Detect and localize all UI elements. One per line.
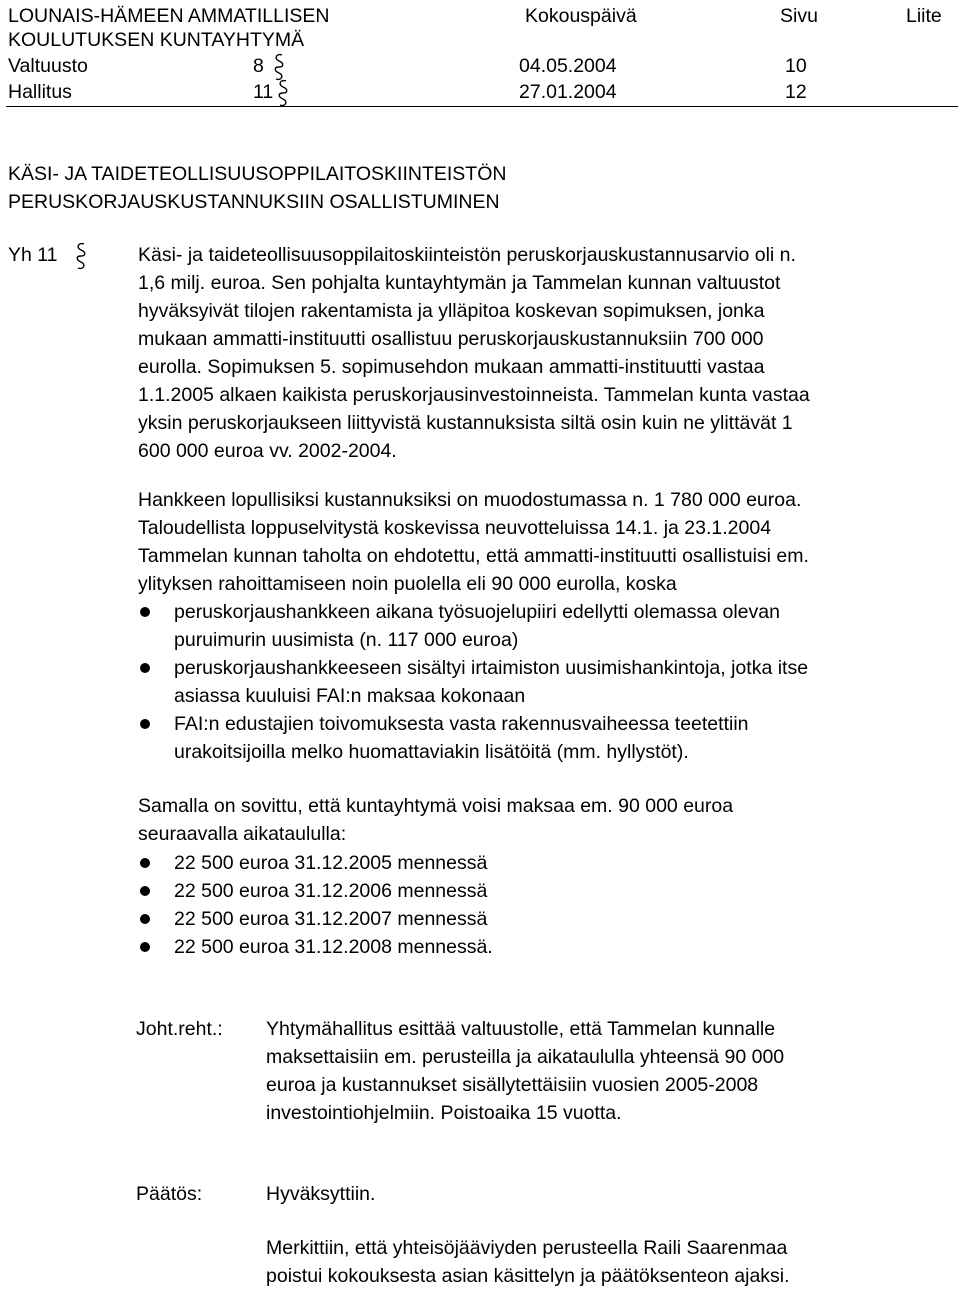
section-title-line2: PERUSKORJAUSKUSTANNUKSIIN OSALLISTUMINEN — [8, 191, 500, 213]
text-line: asiassa kuuluisi FAI:n maksaa kokonaan — [174, 685, 526, 707]
list-item — [138, 710, 956, 766]
item-label: Yh 11 — [8, 244, 58, 266]
decision-label: Päätös: — [136, 1183, 203, 1205]
proposal-label: Joht.reht.: — [136, 1018, 223, 1040]
text-line: puruimurin uusimista (n. 117 000 euroa) — [174, 629, 519, 651]
header-row-page: 10 — [785, 55, 807, 77]
section-sign-icon — [74, 241, 88, 271]
list-item — [138, 598, 956, 654]
header-row-section: 8 — [253, 55, 264, 77]
text-line: eurolla. Sopimuksen 5. sopimusehdon mukaan ammatti-instituutti vastaa — [138, 356, 765, 378]
header-row-section: 11 — [253, 81, 274, 103]
bullet-list — [138, 598, 956, 766]
text-line: 22 500 euroa 31.12.2007 mennessä — [174, 908, 488, 930]
text-line: FAI:n edustajien toivomuksesta vasta rakennusvaiheessa teetettiin — [174, 713, 749, 735]
text-line: 22 500 euroa 31.12.2006 mennessä — [174, 880, 488, 902]
text-line: mukaan ammatti-instituutti osallistuu peruskorjauskustannuksiin 700 000 — [138, 328, 764, 350]
payment-schedule-list — [138, 849, 956, 961]
org-name-line1: LOUNAIS-HÄMEEN AMMATILLISEN — [8, 5, 330, 27]
text-line: investointiohjelmiin. Poistoaika 15 vuotta. — [266, 1102, 622, 1124]
text-line: 600 000 euroa vv. 2002-2004. — [138, 440, 397, 462]
text-line: Tammelan kunnan taholta on ehdotettu, että ammatti-instituutti osallistuisi em. — [138, 545, 809, 567]
item-body — [138, 241, 956, 465]
text-line: poistui kokouksesta asian käsittelyn ja päätöksenteon ajaksi. — [266, 1265, 790, 1287]
list-item — [138, 849, 956, 877]
bullet-icon — [140, 942, 150, 952]
text-line: Samalla on sovittu, että kuntayhtymä voisi maksaa em. 90 000 euroa — [138, 795, 734, 817]
text-line: Käsi- ja taideteollisuusoppilaitoskiinteistön peruskorjauskustannusarvio oli n. — [138, 244, 796, 266]
text-line: yksin peruskorjaukseen liittyvistä kustannuksista siltä osin kuin ne ylittävät 1 — [138, 412, 793, 434]
text-line: 1,6 milj. euroa. Sen pohjalta kuntayhtymän ja Tammelan kunnan valtuustot — [138, 272, 781, 294]
bullet-icon — [140, 607, 150, 617]
paragraph — [138, 241, 956, 465]
decision-note — [266, 1234, 790, 1290]
bullet-icon — [140, 663, 150, 673]
bullet-icon — [140, 886, 150, 896]
text-line: Yhtymähallitus esittää valtuustolle, että Tammelan kunnalle — [266, 1018, 776, 1040]
item-body-schedule — [138, 792, 956, 961]
text-line: Taloudellista loppuselvitystä koskevissa neuvotteluissa 14.1. ja 23.1.2004 — [138, 517, 772, 539]
text-line: seuraavalla aikataululla: — [138, 823, 347, 845]
header-row-date: 04.05.2004 — [519, 55, 617, 77]
text-line: ylityksen rahoittamiseen noin puolella eli 90 000 eurolla, koska — [138, 573, 677, 595]
text-line: hyväksyivät tilojen rakentamista ja ylläpitoa koskevan sopimuksen, jonka — [138, 300, 765, 322]
list-item — [138, 905, 956, 933]
proposal-text — [266, 1015, 784, 1127]
header-col-attachment: Liite — [906, 5, 942, 27]
text-line: 22 500 euroa 31.12.2008 mennessä. — [174, 936, 493, 958]
header-row-body: Valtuusto — [8, 55, 88, 77]
text-line: euroa ja kustannukset sisällytettäisiin vuosien 2005-2008 — [266, 1074, 759, 1096]
text-line: urakoitsijoilla melko huomattaviakin lisätöitä (mm. hyllystöt). — [174, 741, 689, 763]
bullet-icon — [140, 914, 150, 924]
header-row-body: Hallitus — [8, 81, 72, 103]
header-row-date: 27.01.2004 — [519, 81, 617, 103]
section-sign-icon — [276, 78, 290, 108]
header-row-page: 12 — [785, 81, 807, 103]
paragraph — [138, 486, 956, 598]
section-title-line1: KÄSI- JA TAIDETEOLLISUUSOPPILAITOSKIINTEISTÖN — [8, 163, 507, 185]
bullet-icon — [140, 719, 150, 729]
text-line: peruskorjaushankkeen aikana työsuojelupiiri edellytti olemassa olevan — [174, 601, 780, 623]
list-item — [138, 654, 956, 710]
text-line: peruskorjaushankkeeseen sisältyi irtaimiston uusimishankintoja, jotka itse — [174, 657, 809, 679]
header-col-date: Kokouspäivä — [525, 5, 637, 27]
paragraph — [138, 792, 956, 848]
text-line: Hankkeen lopullisiksi kustannuksiksi on muodostumassa n. 1 780 000 euroa. — [138, 489, 802, 511]
text-line: Merkittiin, että yhteisöjääviyden perusteella Raili Saarenmaa — [266, 1237, 788, 1259]
text-line: 1.1.2005 alkaen kaikista peruskorjausinvestoinneista. Tammelan kunta vastaa — [138, 384, 810, 406]
decision-text: Hyväksyttiin. — [266, 1183, 376, 1205]
header-col-page: Sivu — [780, 5, 818, 27]
org-name-line2: KOULUTUKSEN KUNTAYHTYMÄ — [8, 29, 305, 51]
bullet-icon — [140, 858, 150, 868]
list-item — [138, 877, 956, 905]
text-line: maksettaisiin em. perusteilla ja aikataululla yhteensä 90 000 — [266, 1046, 785, 1068]
header-divider — [6, 106, 958, 107]
item-body-cont — [138, 486, 956, 766]
list-item — [138, 933, 956, 961]
text-line: 22 500 euroa 31.12.2005 mennessä — [174, 852, 488, 874]
